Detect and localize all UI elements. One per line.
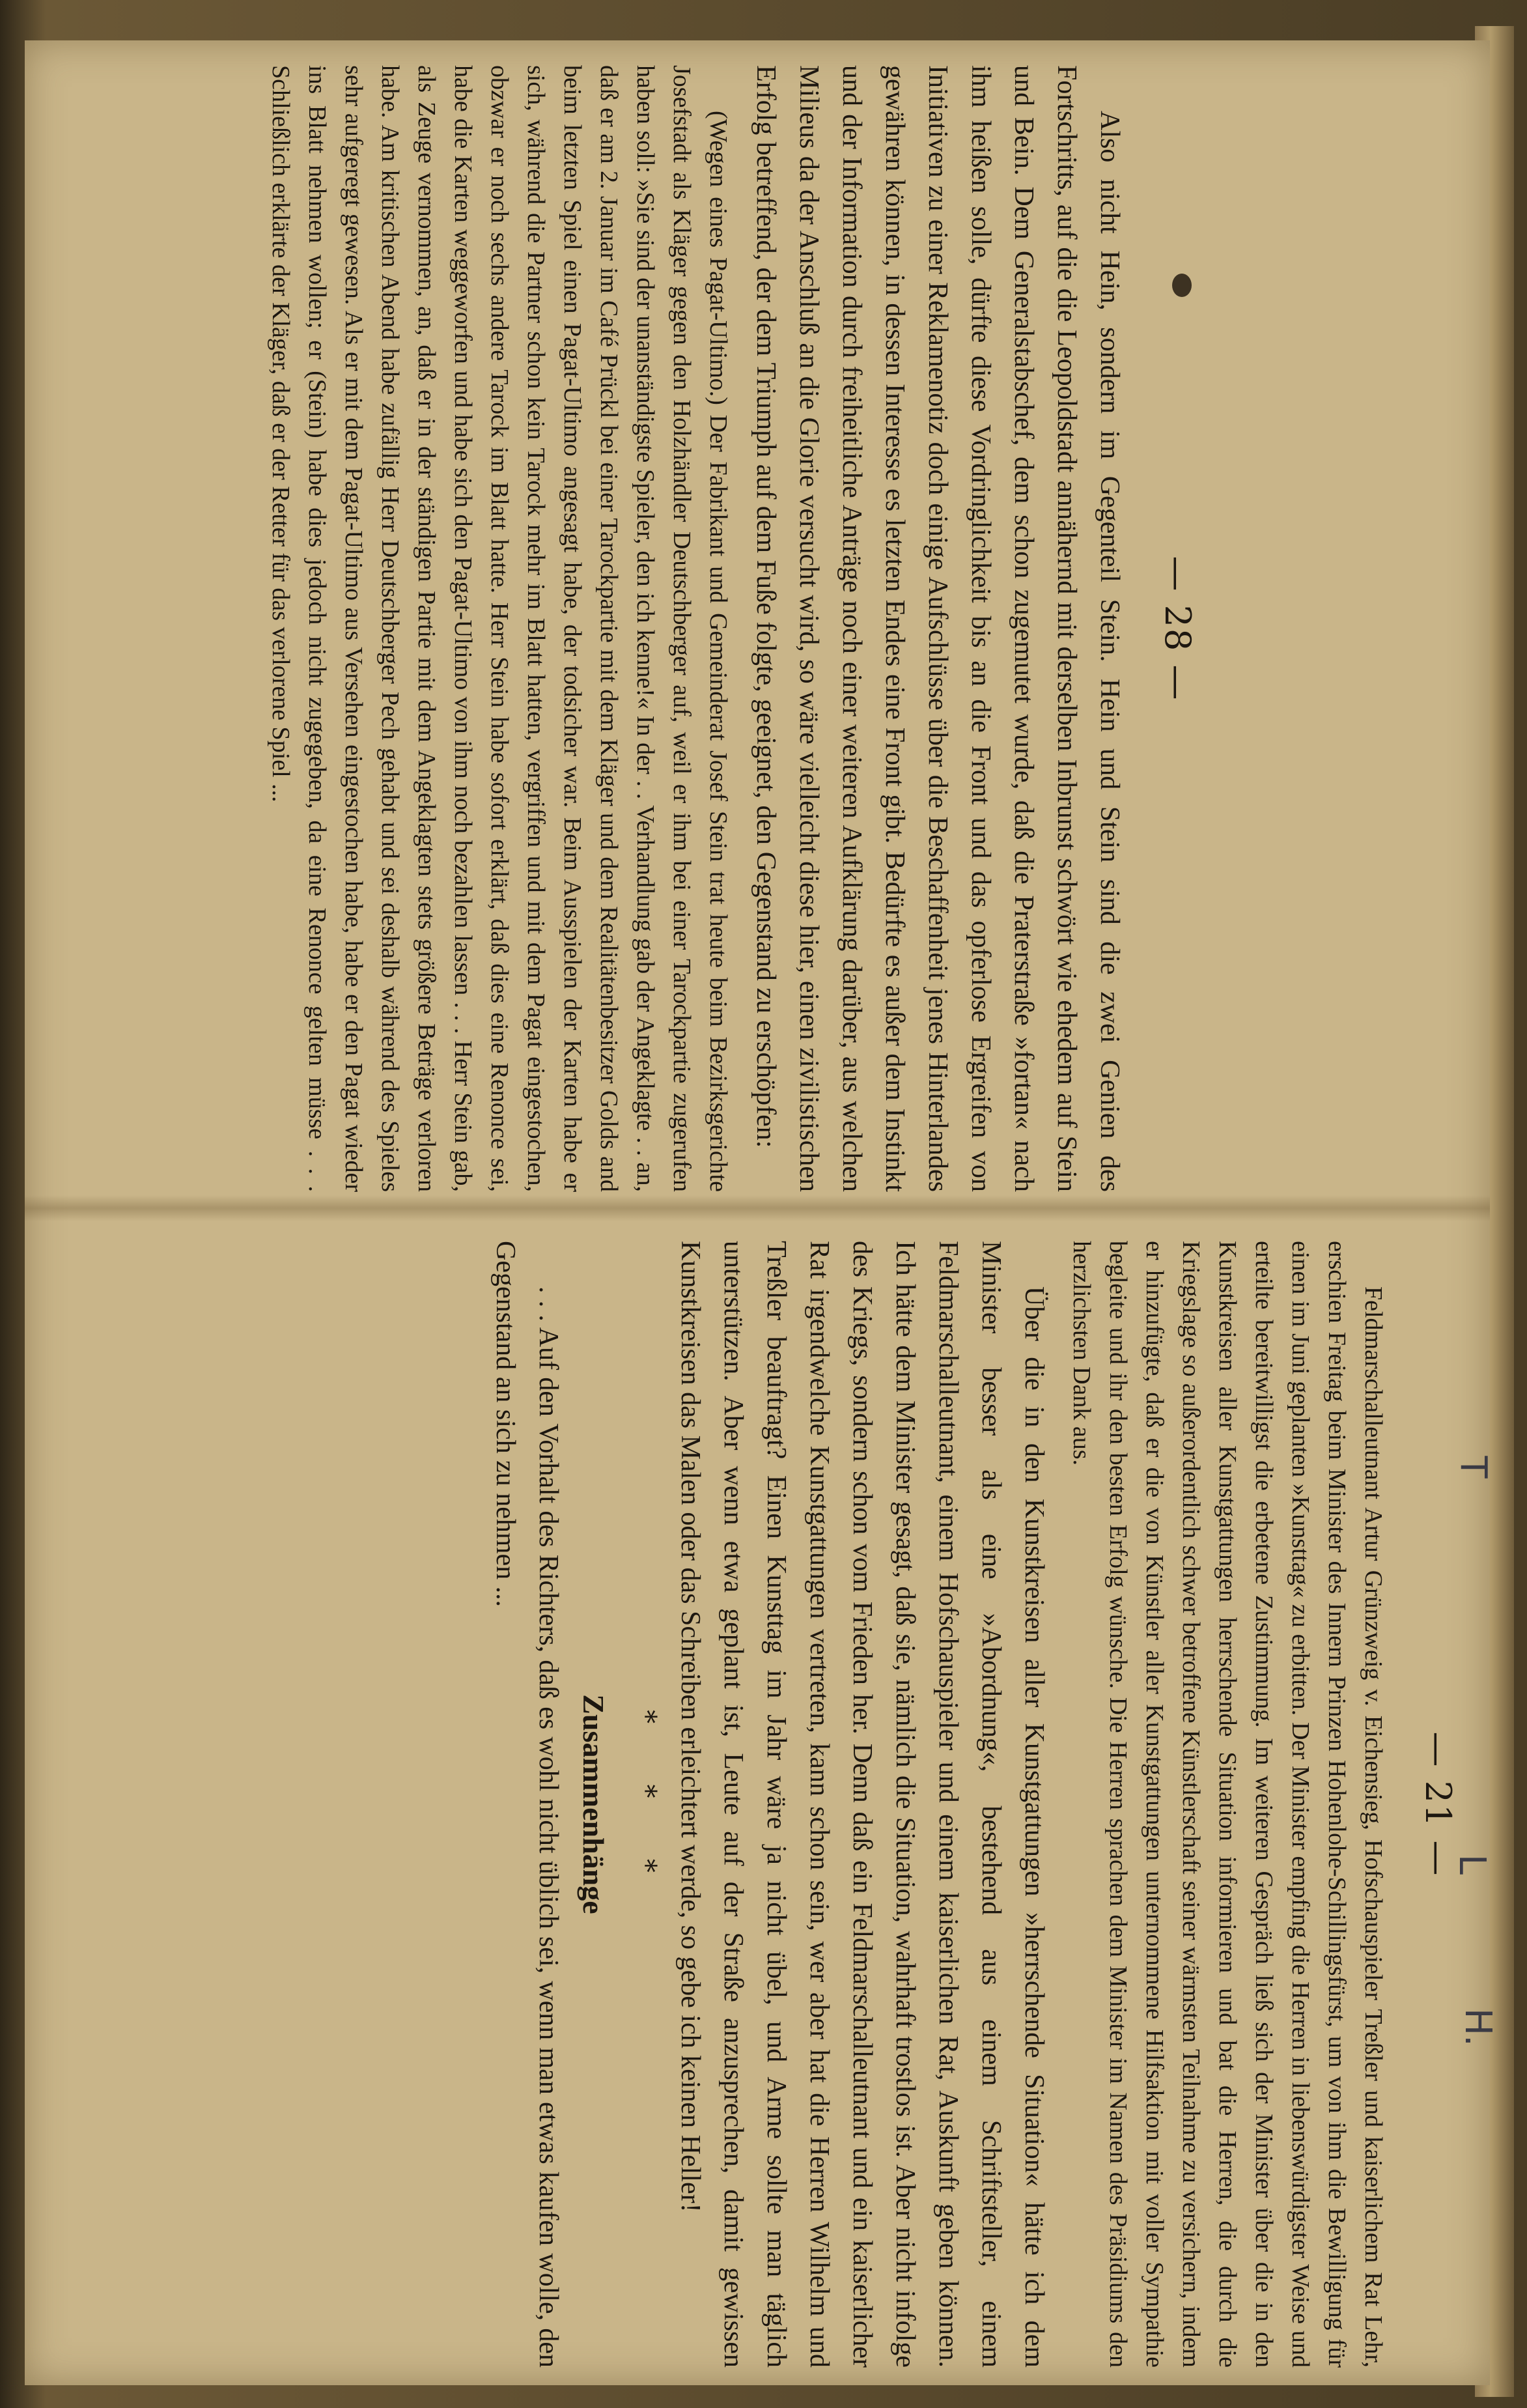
paragraph: Also nicht Hein, sondern im Gegenteil Stein. Hein und Stein sind die zwei Genien des Fortschritts, auf die die Leopoldstadt annähernd mit derselben Inbrunst schwört wie ehedem auf Stein und Bein. Dem Generalstabschef, dem schon zugemutet wurde, daß die Praterstraße »fortan« nach ihm heißen solle, dürfte diese Vordringlichkeit bis an die Front und das opferlose Ergreifen von Initiativen zu einer Reklamenotiz doch einige Aufschlüsse über die Beschaffenheit jenes Hinterlandes gewähren können, in dessen Interesse es letzten Endes eine Front gibt. Bedürfte es außer dem Instinkt und der Information durch freiheitliche Anträge noch einer weiteren Aufklärung darüber, aus welchen Milieus da der Anschluß an die Glorie versucht wird, so wäre vielleicht diese hier, einen zivilistischen Erfolg betreffend, der dem Triumph auf dem Fuße folgte, geeignet, den Gegenstand zu erschöpfen: bbox=[751, 65, 1125, 1192]
page-number: — 28 — bbox=[1157, 556, 1198, 701]
page-fold bbox=[25, 1195, 1490, 1221]
page-28 bbox=[39, 46, 1211, 1198]
paragraph: (Wegen eines Pagat-Ultimo.) Der Fabrikant und Gemeinderat Josef Stein trat heute beim Bezirksgerichte Josefstadt als Kläger gegen den Holzhändler Deutschberger auf, weil er ihm bei einer Tarockpartie zugerufen haben soll: »Sie sind der unanständigste Spieler, den ich kenne!« In der . . Verhandlung gab der Angeklagte . . an, daß er am 2. Januar im Café Prückl bei einer Tarockpartie mit dem Kläger und dem Realitätenbesitzer Golds and beim letzten Spiel einen Pagat-Ultimo angesagt habe, der todsicher war. Beim Ausspielen der Karten habe er sich, während die Partner schon kein Tarock mehr im Blatt hatten, vergriffen und mit dem Pagat eingestochen, obzwar er noch sechs andere Tarock im Blatt hatte. Herr Stein habe sofort erklärt, daß dies eine Renonce sei, habe die Karten weggeworfen und habe sich den Pagat-Ultimo von ihm noch bezahlen lassen . . . Herr Stein gab, als Zeuge vernommen, an, daß er in der ständigen Partie mit dem Angeklagten stets größere Beträge verloren habe. Am kritischen Abend habe zufällig Herr Deutschberger Pech gehabt und sei deshalb während des Spieles sehr aufgeregt gewesen. Als er mit dem Pagat-Ultimo aus Versehen eingestochen habe, habe er den Pagat wieder ins Blatt nehmen wollen; er (Stein) habe dies jedoch nicht zugegeben, da eine Renonce gelten müsse . . . Schließlich erklärte der Kläger, daß er der Retter für das verlorene Spiel ... bbox=[267, 65, 732, 1192]
paragraph: Feldmarschalleutnant Artur Grünzweig v. Eichensieg, Hofschauspieler Treßler und kaiserlichem Rat Lehr, erschien Freitag beim Minister des Innern Prinzen Hohenlohe-Schillingsfürst, um von ihm die Bewilligung für einen im Juni geplanten »Kunsttag« zu erbitten. Der Minister empfing die Herren in liebenswürdigster Weise und erteilte bereitwilligst die erbetene Zustimmung. Im weiteren Gespräch ließ sich der Minister über die in den Kunstkreisen aller Kunstgattungen herrschende Situation informieren und bat die Herren, die durch die Kriegslage so außerordentlich schwer betroffene Künstlerschaft seiner wärmsten Teilnahme zu versichern, indem er hinzufügte, daß er die von Künstler aller Kunstgattungen unternommene Hilfsaktion mit voller Sympathie begleite und ihr den besten Erfolg wünsche. Die Herren sprachen dem Minister im Namen des Präsidiums den herzlichsten Dank aus. bbox=[1068, 1241, 1387, 2368]
page-number: — 21 — bbox=[1418, 1731, 1459, 1877]
section-separator: * * * bbox=[630, 1710, 662, 1899]
pencil-mark: T bbox=[1451, 1456, 1494, 1479]
paragraph: . . . Auf den Vorhalt des Richters, daß es wohl nicht üblich sei, wenn man etwas kaufen wolle, den Gegenstand an sich zu nehmen ... bbox=[490, 1241, 563, 2368]
pencil-mark: L bbox=[1451, 1854, 1494, 1875]
section-heading: Zusammenhänge bbox=[577, 1694, 610, 1914]
page-21 bbox=[39, 1221, 1472, 2374]
pencil-mark: H. bbox=[1456, 2008, 1499, 2047]
paragraph: Über die in den Kunstkreisen aller Kunstgattungen »herrschende Situation« hätte ich dem Minister besser als eine »Abordnung«, bestehend aus einem Schriftsteller, einem Feldmarschalleutnant, einem Hofschauspieler und einem kaiserlichen Rat, Auskunft geben können. Ich hätte dem Minister gesagt, daß sie, nämlich die Situation, wahrhaft trostlos ist. Aber nicht infolge des Kriegs, sondern schon vom Frieden her. Denn daß ein Feldmarschalleutnant und ein kaiserlicher Rat irgendwelche Kunstgattungen vertreten, kann schon sein, wer aber hat die Herren Wilhelm und Treßler beauftragt? Einen Kunsttag im Jahr wäre ja nicht übel, und Arme sollte man täglich unterstützen. Aber wenn etwa geplant ist, Leute auf der Straße anzusprechen, damit gewissen Kunstkreisen das Malen oder das Schreiben erleichtert werde, so gebe ich keinen Heller! bbox=[675, 1241, 1049, 2368]
